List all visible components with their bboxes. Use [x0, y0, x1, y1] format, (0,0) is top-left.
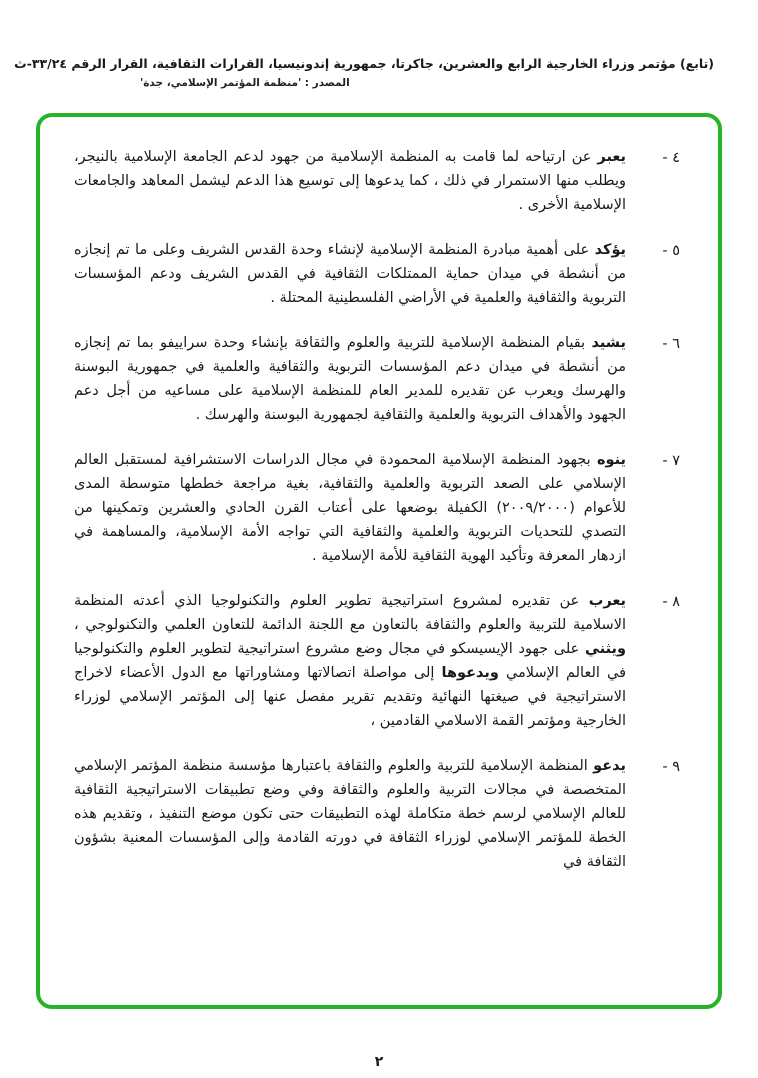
paragraph-number: ٨ - [662, 594, 680, 610]
paragraph [74, 331, 680, 427]
paragraph-number: ٧ - [662, 453, 680, 469]
content-frame [36, 113, 722, 1009]
paragraph [74, 754, 680, 874]
paragraph [74, 448, 680, 568]
paragraph-number: ٤ - [662, 150, 680, 166]
paragraph [74, 589, 680, 733]
paragraph-text: يعبر عن ارتياحه لما قامت به المنظمة الإسلامية من جهود لدعم الجامعة الإسلامية بالنيجر، ويطلب منها الاستمرار في ذلك ، كما يدعوها إلى توسيع هذا الدعم ليشمل المعاهد والجامعات الإسلامية الأخرى . [74, 149, 626, 213]
header-source: المصدر : 'منظمة المؤتمر الإسلامي، جدة' [140, 77, 350, 89]
paragraph [74, 238, 680, 310]
paragraph-list [40, 117, 718, 894]
paragraph-text: يشيد بقيام المنظمة الإسلامية للتربية والعلوم والثقافة بإنشاء وحدة سراييفو بما تم إنجازه من أنشطة في ميدان دعم المؤسسات التربوية والثقافية والعلمية في جمهورية البوسنة والهرسك ويعرب عن تقديره للمدير العام للمنظمة الإسلامية على مساعيه من أجل دعم الجهود والأهداف التربوية والعلمية والثقافية لجمهورية البوسنة والهرسك . [74, 335, 626, 423]
paragraph-text: يدعو المنظمة الإسلامية للتربية والعلوم والثقافة باعتبارها مؤسسة منظمة المؤتمر الإسلامي المتخصصة في مجالات التربية والعلوم والثقافة وفي وضع تطبيقات الاستراتيجية الثقافية للعالم الإسلامي لرسم خطة متكاملة لهذه التطبيقات حتى تكون موضع التنفيذ ، وتقديم هذه الخطة للمؤتمر الإسلامي لوزراء الثقافة في دورته القادمة وإلى المؤسسات المعنية بشؤون الثقافة في [74, 758, 626, 870]
header-title: (تابع) مؤتمر وزراء الخارجية الرابع والعشرين، جاكرتا، جمهورية إندونيسيا، القرارات الثقافية، القرار الرقم ٣٣/٢٤-ث [14, 56, 714, 71]
page-number: ٢ [374, 1054, 384, 1070]
document-header [0, 0, 758, 89]
paragraph-number: ٥ - [662, 243, 680, 259]
paragraph [74, 145, 680, 217]
paragraph-text: يعرب عن تقديره لمشروع استراتيجية تطوير العلوم والتكنولوجيا الذي أعدته المنظمة الاسلامية للتربية والعلوم والثقافة بالتعاون مع اللجنة الدائمة للتعاون العلمي والتكنولوجي ، ويثني على جهود الإيسيسكو في مجال وضع مشروع استراتيجية لتطوير العلوم والتكنولوجيا في العالم الإسلامي ويدعوها إلى مواصلة اتصالاتها ومشاوراتها مع الدول الأعضاء لاخراج الاستراتيجية في صيغتها النهائية وتقديم تقرير مفصل عنها إلى المؤتمر الإسلامي لوزراء الخارجية ومؤتمر القمة الاسلامي القادمين ، [74, 593, 627, 729]
paragraph-number: ٩ - [662, 759, 680, 775]
paragraph-text: ينوه بجهود المنظمة الإسلامية المحمودة في مجال الدراسات الاستشرافية لمستقبل العالم الإسلامي على الصعد التربوية والعلمية والثقافية، بغية مراجعة خططها متوسطة المدى للأعوام (٢٠٠٩/٢٠٠٠) الكفيلة بوضعها على أعتاب القرن الحادي والعشرين وتمكينها من التصدي للتحديات التربوية والعلمية والثقافية التي تواجه الأمة الإسلامية، والمساهمة في ازدهار المعرفة وتأكيد الهوية الثقافية للأمة الإسلامية . [74, 452, 626, 564]
paragraph-text: يؤكد على أهمية مبادرة المنظمة الإسلامية لإنشاء وحدة القدس الشريف وعلى ما تم إنجازه من أنشطة في ميدان حماية الممتلكات الثقافية في القدس الشريف ودعم المؤسسات التربوية والثقافية والعلمية في الأراضي الفلسطينية المحتلة . [74, 242, 626, 306]
paragraph-number: ٦ - [662, 336, 680, 352]
